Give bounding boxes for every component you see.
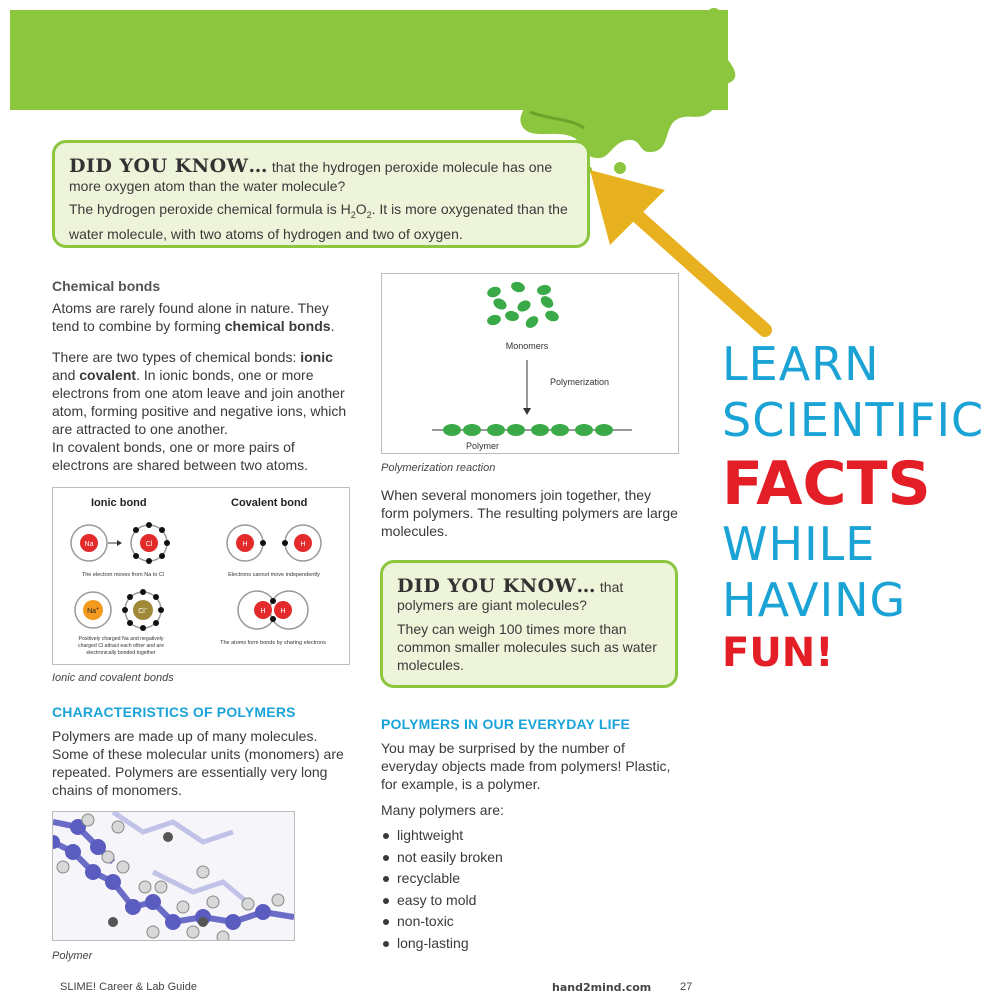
monomers-paragraph: When several monomers join together, they form polymers. The resulting polymers are large molecules.	[381, 487, 678, 539]
covalent-bottom-caption: The atoms form bonds by sharing electrons	[220, 640, 326, 646]
everyday-paragraph-1: You may be surprised by the number of everyday objects made from polymers! Plastic, for example, is a polymer.	[381, 740, 671, 792]
footer-guide-title: SLIME! Career & Lab Guide	[60, 981, 197, 993]
bond-diagram	[52, 487, 350, 665]
section-heading: POLYMERS IN OUR EVERYDAY LIFE	[381, 716, 631, 732]
svg-text:Na: Na	[84, 541, 94, 548]
list-item: non-toxic	[381, 911, 681, 933]
footer-site: hand2mind.com	[552, 981, 652, 994]
promo-line-fun: FUN!	[722, 630, 834, 676]
ionic-bottom-caption-2: charged Cl attract each other and are	[78, 643, 164, 649]
svg-text:H: H	[242, 541, 248, 548]
polymerization-diagram	[381, 273, 679, 454]
characteristics-paragraph: Polymers are made up of many molecules. Some of these molecular units (monomers) are repeated. Polymers are essentially very long chains of monomers.	[52, 728, 344, 798]
covalent-title: Covalent bond	[231, 497, 308, 509]
polymerization-caption: Polymerization reaction	[381, 462, 496, 474]
chemical-bonds-section	[52, 277, 352, 474]
footer-page-number: 27	[680, 981, 693, 993]
promo-line-while: WHILE	[722, 517, 876, 571]
svg-text:Cl−: Cl−	[138, 606, 148, 615]
polymer-label: Polymer	[466, 441, 500, 451]
promo-line-scientific: SCIENTIFIC	[722, 393, 985, 447]
covalent-top-caption: Electrons cannot move independently	[228, 572, 320, 578]
svg-text:H: H	[280, 608, 286, 615]
promo-line-facts: FACTS	[722, 449, 931, 519]
callout-lead: that the hydrogen peroxide molecule has one more oxygen atom than the water molecule?	[69, 159, 553, 194]
bonds-paragraph-2: There are two types of chemical bonds: ionic and covalent. In ionic bonds, one or more electrons from one atom leave and join another atom, forming positive and negative ions, which are attracted to one another.	[52, 349, 347, 437]
promo-tagline	[722, 336, 992, 678]
svg-text:Na+: Na+	[87, 606, 99, 615]
did-you-know-callout-polymers	[380, 560, 678, 688]
callout-body: They can weigh 100 times more than common smaller molecules such as water molecules.	[397, 621, 657, 673]
down-arrow-icon	[523, 408, 531, 415]
callout-heading: DID YOU KNOW…	[69, 155, 269, 177]
section-heading: CHARACTERISTICS OF POLYMERS	[52, 704, 296, 720]
everyday-section	[381, 715, 681, 955]
cl-atom	[131, 522, 170, 564]
ionic-bottom-caption-3: electronically bonded together	[86, 650, 156, 656]
ionic-title: Ionic bond	[91, 497, 147, 509]
svg-text:H: H	[300, 541, 306, 548]
ionic-bottom-caption-1: Positively charged Na and negatively	[78, 636, 164, 642]
polymerization-label: Polymerization	[550, 377, 610, 387]
h-atom-right	[282, 525, 321, 561]
callout-heading: DID YOU KNOW…	[397, 575, 597, 597]
bonds-paragraph-3: In covalent bonds, one or more pairs of electrons are shared between two atoms.	[52, 439, 309, 473]
list-item: long-lasting	[381, 933, 681, 955]
monomers-label: Monomers	[505, 341, 549, 351]
ionic-top-caption: The electron moves from Na to Cl	[81, 572, 165, 578]
promo-line-learn: LEARN	[722, 337, 880, 391]
h2-molecule	[238, 591, 308, 629]
na-atom	[71, 525, 107, 561]
section-heading: Chemical bonds	[52, 278, 161, 294]
svg-text:H: H	[260, 608, 266, 615]
svg-text:Cl: Cl	[145, 541, 153, 548]
callout-body: The hydrogen peroxide chemical formula is $H_2O_2$. It is more oxygenated than the water molecule, with two atoms of hydrogen and two of oxygen.	[69, 201, 568, 242]
promo-line-having: HAVING	[722, 573, 907, 627]
callout-lead: that polymers are giant molecules?	[397, 579, 624, 613]
h-atom-left	[227, 525, 266, 561]
monomer-cluster	[486, 280, 561, 330]
polymer-molecule-image	[52, 811, 295, 941]
list-item: recyclable	[381, 868, 681, 890]
cl-ion	[122, 589, 164, 631]
list-item: not easily broken	[381, 847, 681, 869]
bond-diagram-caption: Ionic and covalent bonds	[52, 672, 174, 684]
polymer-image-caption: Polymer	[52, 950, 93, 962]
bonds-paragraph-1: Atoms are rarely found alone in nature. They tend to combine by forming chemical bonds.	[52, 300, 335, 334]
list-item: lightweight	[381, 825, 681, 847]
na-ion	[75, 592, 111, 628]
did-you-know-callout-peroxide	[52, 140, 590, 248]
characteristics-section	[52, 703, 352, 799]
everyday-paragraph-2: Many polymers are:	[381, 802, 504, 818]
list-item: easy to mold	[381, 890, 681, 912]
polymer-properties-list	[381, 825, 681, 955]
